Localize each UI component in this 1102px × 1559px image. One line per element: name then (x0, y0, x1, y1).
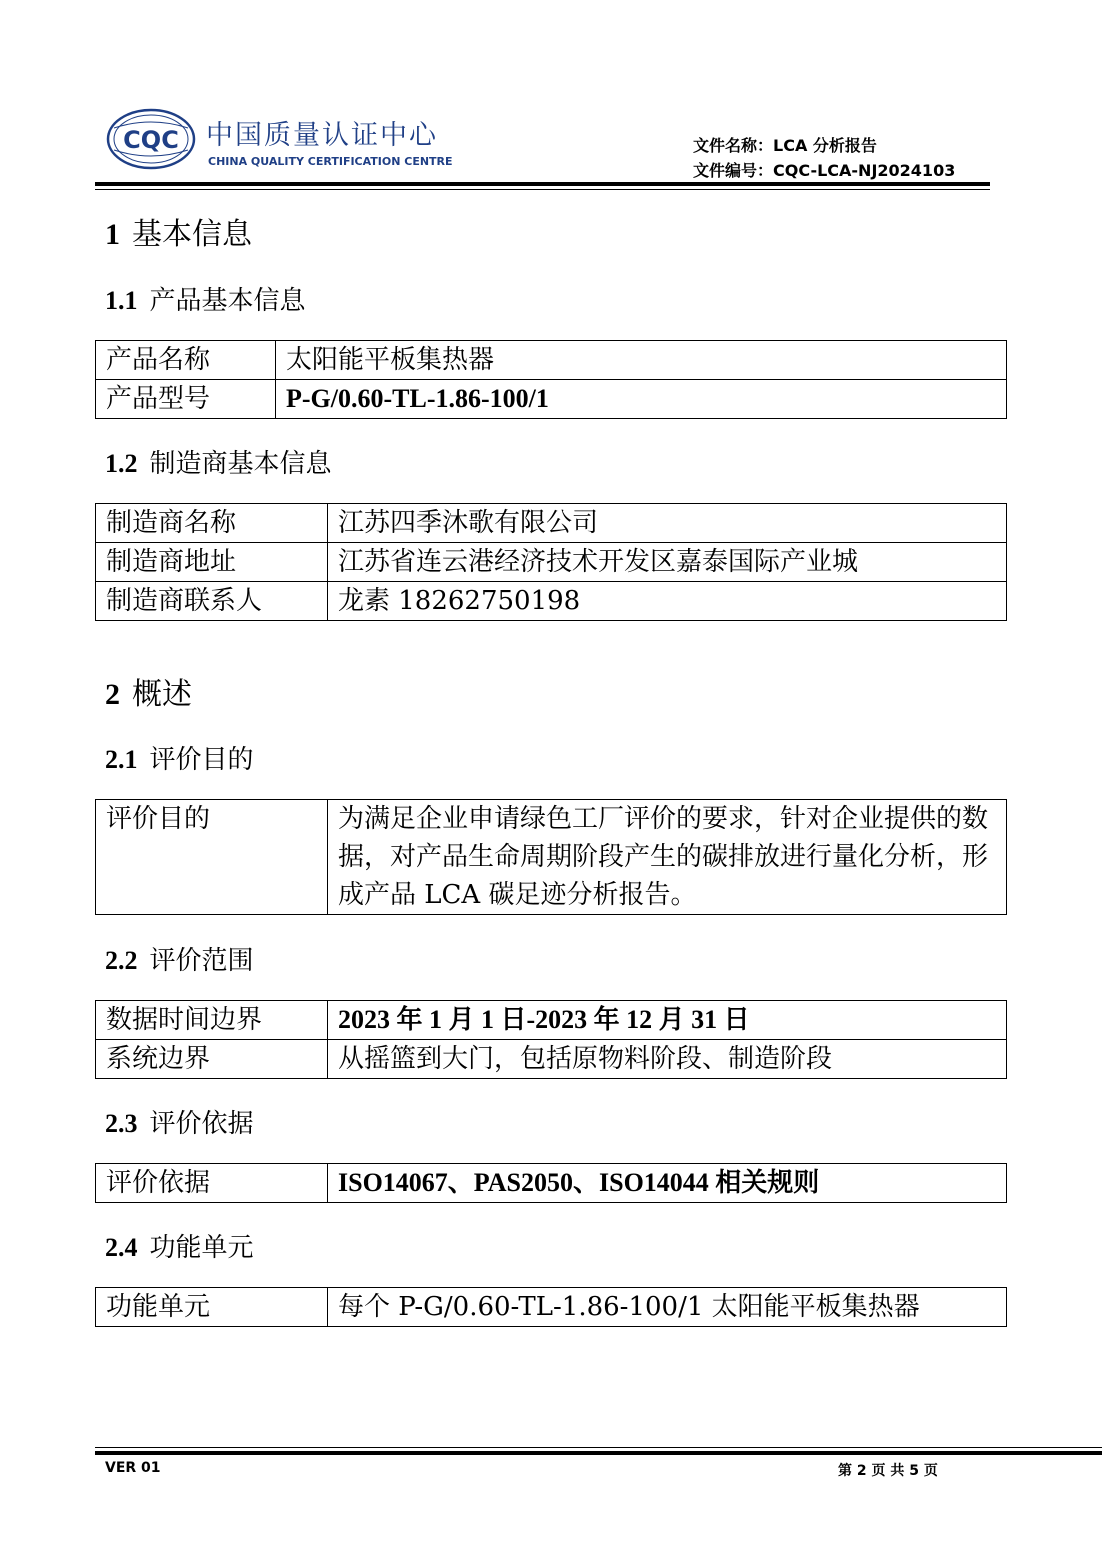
section-number: 2.2 (105, 946, 138, 975)
section-number: 1 (105, 218, 120, 251)
row-label: 功能单元 (96, 1288, 328, 1327)
cqc-logo (106, 108, 196, 170)
section-1-heading (105, 217, 252, 252)
evaluation-purpose-table (95, 799, 1007, 915)
org-name-cn: 中国质量认证中心 (206, 120, 438, 151)
section-title: 评价依据 (149, 1109, 254, 1139)
product-info-table (95, 340, 1007, 419)
row-value: ISO14067、PAS2050、ISO14044 相关规则 (328, 1164, 1007, 1203)
header-rule-thin (95, 189, 990, 190)
row-label: 制造商联系人 (96, 582, 328, 621)
footer-version: VER 01 (105, 1460, 161, 1476)
functional-unit-table (95, 1287, 1007, 1327)
table-row (96, 1040, 1007, 1079)
table-row (96, 1164, 1007, 1203)
row-value: P-G/0.60-TL-1.86-100/1 (276, 380, 1007, 419)
row-label: 评价目的 (96, 800, 328, 915)
section-title: 产品基本信息 (149, 286, 306, 316)
row-label: 系统边界 (96, 1040, 328, 1079)
section-number: 2 (105, 678, 120, 711)
footer-rule-thin (95, 1447, 1102, 1448)
row-label: 制造商名称 (96, 504, 328, 543)
doc-number: 文件编号：CQC-LCA-NJ2024103 (693, 161, 956, 180)
row-label: 产品型号 (96, 380, 276, 419)
section-number: 1.1 (105, 286, 138, 315)
section-2-3-heading (105, 1111, 254, 1137)
table-row (96, 582, 1007, 621)
header-rule-thick (95, 182, 990, 186)
footer-rule-thick (95, 1451, 1102, 1455)
row-value: 江苏四季沐歌有限公司 (328, 504, 1007, 543)
table-row (96, 504, 1007, 543)
evaluation-basis-table (95, 1163, 1007, 1203)
row-label: 制造商地址 (96, 543, 328, 582)
row-label: 数据时间边界 (96, 1001, 328, 1040)
row-value: 2023 年 1 月 1 日-2023 年 12 月 31 日 (328, 1001, 1007, 1040)
table-row (96, 380, 1007, 419)
doc-name: 文件名称：LCA 分析报告 (693, 136, 877, 155)
section-1-1-heading (105, 288, 306, 314)
section-2-2-heading (105, 948, 254, 974)
section-title: 概述 (132, 677, 192, 712)
row-value: 每个 P-G/0.60-TL-1.86-100/1 太阳能平板集热器 (328, 1288, 1007, 1327)
table-row (96, 800, 1007, 915)
row-value: 从摇篮到大门，包括原物料阶段、制造阶段 (328, 1040, 1007, 1079)
section-title: 制造商基本信息 (149, 449, 332, 479)
section-title: 评价范围 (149, 946, 254, 976)
org-name-en: CHINA QUALITY CERTIFICATION CENTRE (208, 155, 453, 168)
row-value: 江苏省连云港经济技术开发区嘉泰国际产业城 (328, 543, 1007, 582)
section-number: 2.3 (105, 1109, 138, 1138)
table-row (96, 1001, 1007, 1040)
row-value: 太阳能平板集热器 (276, 341, 1007, 380)
section-title: 功能单元 (149, 1233, 254, 1263)
logo-text: CQC (123, 126, 179, 154)
section-title: 基本信息 (132, 217, 252, 252)
footer-page-number: 第 2 页 共 5 页 (838, 1463, 938, 1479)
row-value: 为满足企业申请绿色工厂评价的要求，针对企业提供的数据，对产品生命周期阶段产生的碳排放进行量化分析，形成产品 LCA 碳足迹分析报告。 (328, 800, 1007, 915)
section-title: 评价目的 (149, 745, 254, 775)
section-1-2-heading (105, 451, 332, 477)
section-number: 2.4 (105, 1233, 138, 1262)
section-number: 1.2 (105, 449, 138, 478)
doc-meta (693, 133, 955, 183)
manufacturer-info-table (95, 503, 1007, 621)
section-2-heading (105, 677, 192, 712)
table-row (96, 543, 1007, 582)
section-2-4-heading (105, 1235, 254, 1261)
table-row (96, 341, 1007, 380)
section-2-1-heading (105, 747, 254, 773)
row-value: 龙素 18262750198 (328, 582, 1007, 621)
section-number: 2.1 (105, 745, 138, 774)
row-label: 产品名称 (96, 341, 276, 380)
table-row (96, 1288, 1007, 1327)
evaluation-scope-table (95, 1000, 1007, 1079)
row-label: 评价依据 (96, 1164, 328, 1203)
